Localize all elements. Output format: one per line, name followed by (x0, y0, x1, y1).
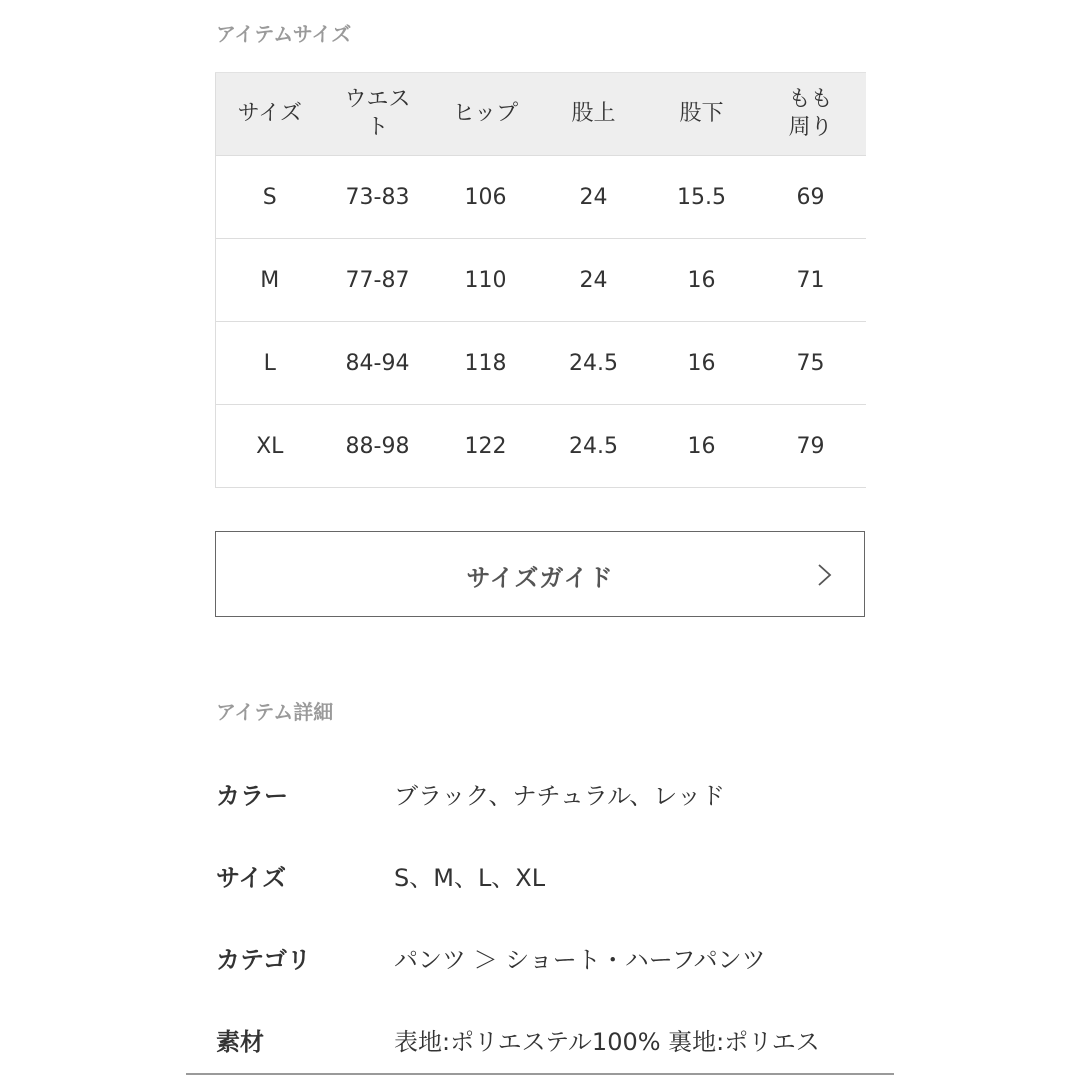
table-row (216, 156, 866, 239)
table-cell: 88-98 (324, 405, 432, 488)
bottom-divider (186, 1073, 894, 1075)
size-guide-label: サイズガイド (466, 564, 614, 592)
table-cell: 24.5 (540, 322, 648, 405)
table-cell: 77-87 (324, 239, 432, 322)
header-waist: ウエスト (324, 73, 432, 156)
table-cell: 79 (756, 405, 866, 488)
detail-row-size (216, 858, 866, 898)
table-row (216, 322, 866, 405)
table-cell: 73-83 (324, 156, 432, 239)
size-section-title: アイテムサイズ (216, 22, 352, 46)
table-row (216, 405, 866, 488)
detail-row-color (216, 776, 866, 816)
header-hip: ヒップ (432, 73, 540, 156)
detail-label: 素材 (216, 1028, 264, 1056)
header-inseam: 股下 (648, 73, 756, 156)
detail-label: サイズ (216, 864, 287, 892)
detail-value: 表地:ポリエステル100% 裏地:ポリエス (394, 1028, 820, 1056)
table-cell: 84-94 (324, 322, 432, 405)
table-cell: 15.5 (648, 156, 756, 239)
table-cell: L (216, 322, 324, 405)
header-thigh: もも周り (756, 73, 866, 156)
table-cell: 16 (648, 239, 756, 322)
table-row (216, 239, 866, 322)
table-cell: 24 (540, 239, 648, 322)
table-cell: 69 (756, 156, 866, 239)
table-cell: 106 (432, 156, 540, 239)
detail-row-category (216, 940, 866, 980)
size-table-header-row (216, 73, 866, 156)
size-table (215, 72, 866, 488)
table-cell: S (216, 156, 324, 239)
table-cell: XL (216, 405, 324, 488)
detail-label: カテゴリ (216, 946, 312, 974)
table-cell: 71 (756, 239, 866, 322)
table-cell: 24.5 (540, 405, 648, 488)
table-cell: 24 (540, 156, 648, 239)
detail-value: ブラック、ナチュラル、レッド (394, 782, 725, 810)
table-cell: M (216, 239, 324, 322)
detail-value: パンツ ＞ ショート・ハーフパンツ (394, 946, 766, 974)
detail-value: S、M、L、XL (394, 864, 546, 892)
table-cell: 122 (432, 405, 540, 488)
detail-section-title: アイテム詳細 (216, 700, 334, 724)
header-rise: 股上 (540, 73, 648, 156)
header-size: サイズ (216, 73, 324, 156)
table-cell: 16 (648, 405, 756, 488)
chevron-right-icon (814, 563, 834, 587)
detail-label: カラー (216, 782, 288, 810)
size-guide-button[interactable] (215, 531, 865, 617)
detail-row-material (216, 1022, 866, 1062)
table-cell: 118 (432, 322, 540, 405)
table-cell: 16 (648, 322, 756, 405)
table-cell: 75 (756, 322, 866, 405)
table-cell: 110 (432, 239, 540, 322)
